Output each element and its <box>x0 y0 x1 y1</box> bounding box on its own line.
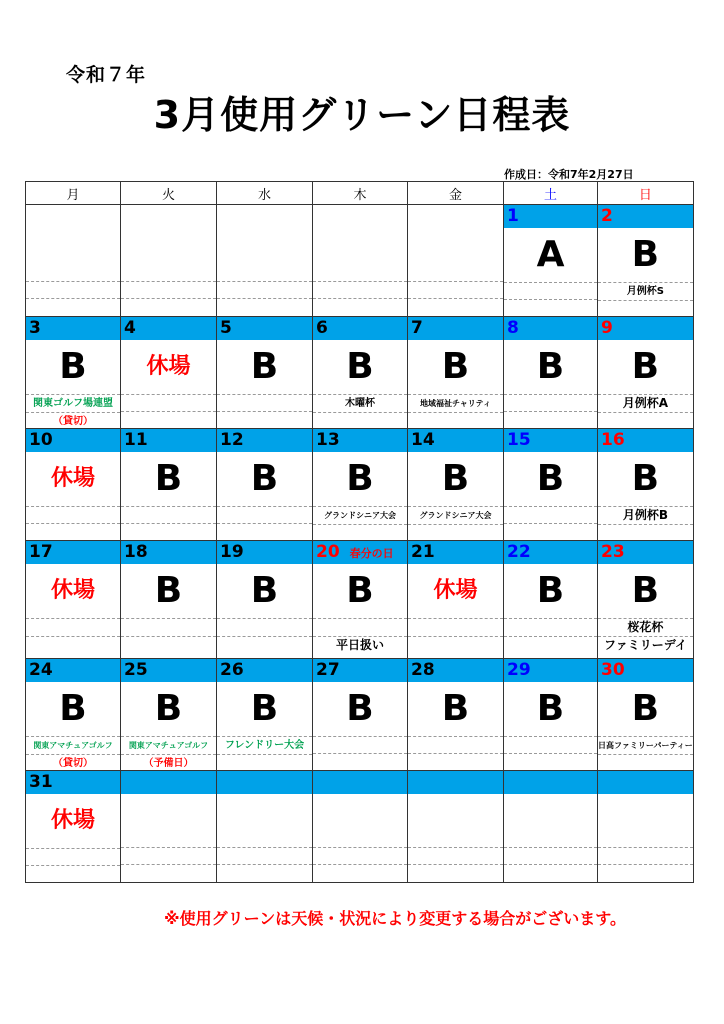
date-bar <box>598 541 693 564</box>
event-line <box>26 618 120 636</box>
date-bar <box>504 429 597 452</box>
date-number: 15 <box>507 430 531 450</box>
event-line <box>598 847 693 865</box>
weekday-sat: 土 <box>504 182 598 205</box>
event-line <box>504 411 597 428</box>
date-bar <box>504 541 597 564</box>
green-code <box>121 794 216 847</box>
green-code: B <box>346 346 374 387</box>
date-bar <box>26 205 120 228</box>
date-bar <box>217 429 312 452</box>
date-bar <box>504 205 597 228</box>
event-line <box>313 524 407 540</box>
green-code <box>504 794 597 847</box>
event-line <box>121 298 216 316</box>
era-label: 令和７年 <box>66 64 147 86</box>
event-line <box>217 281 312 299</box>
event-line <box>598 864 693 882</box>
date-bar <box>408 205 503 228</box>
event-line: 日高ファミリーパーティー <box>598 736 693 754</box>
day-cell <box>217 771 313 883</box>
green-code: B <box>631 570 660 611</box>
closed-label: 休場 <box>50 466 95 491</box>
day-cell <box>504 317 598 429</box>
day-cell <box>217 659 313 771</box>
event-line: 月例杯B <box>598 506 693 524</box>
day-cell <box>217 205 313 317</box>
event-line <box>217 394 312 411</box>
event-line <box>504 394 597 411</box>
date-bar <box>217 205 312 228</box>
event-line <box>217 411 312 428</box>
day-cell <box>598 429 694 541</box>
event-line <box>313 847 407 865</box>
green-code: B <box>441 458 470 499</box>
green-code: A <box>536 234 565 275</box>
event-line <box>408 412 503 428</box>
event-line: 地域福祉チャリティ <box>408 394 503 412</box>
event-line <box>121 394 216 411</box>
day-cell <box>313 317 408 429</box>
date-number: 10 <box>29 430 53 450</box>
event-line <box>121 636 216 654</box>
date-bar <box>121 659 216 682</box>
event-line <box>121 864 216 882</box>
green-code <box>408 794 503 847</box>
date-bar <box>121 771 216 794</box>
event-line <box>504 299 597 316</box>
event-line <box>313 298 407 316</box>
date-number: 16 <box>601 430 625 450</box>
day-cell <box>408 541 504 659</box>
event-line <box>504 864 597 882</box>
date-number: 29 <box>507 660 531 680</box>
green-code <box>217 228 312 281</box>
event-line <box>408 736 503 753</box>
event-line <box>217 618 312 636</box>
created-date: 作成日：令和7年2月27日 <box>504 168 634 181</box>
event-line <box>217 636 312 654</box>
day-cell <box>408 659 504 771</box>
weekday-mon: 月 <box>26 182 121 205</box>
date-number: 28 <box>411 660 435 680</box>
date-number: 20 <box>316 542 340 562</box>
date-number: 24 <box>29 660 53 680</box>
event-line: 平日扱い <box>313 636 407 654</box>
event-line <box>313 736 407 753</box>
week-row <box>26 429 694 541</box>
event-line <box>313 412 407 428</box>
day-cell <box>598 771 694 883</box>
calendar-table <box>25 181 694 883</box>
date-bar <box>313 205 407 228</box>
event-line <box>26 298 120 316</box>
green-code: B <box>154 570 183 611</box>
event-line <box>313 281 407 299</box>
green-code: B <box>536 570 565 611</box>
event-line <box>408 298 503 316</box>
event-line: （予備日） <box>121 754 216 771</box>
event-line <box>504 523 597 540</box>
date-number: 26 <box>220 660 244 680</box>
date-bar <box>408 317 503 340</box>
event-line <box>26 865 120 882</box>
event-line <box>121 506 216 523</box>
date-bar <box>26 659 120 682</box>
event-line <box>313 618 407 636</box>
day-cell <box>217 317 313 429</box>
date-number: 4 <box>124 318 136 338</box>
green-code <box>313 794 407 847</box>
date-bar <box>217 771 312 794</box>
page-title: 3月使用グリーン日程表 <box>153 93 571 137</box>
event-line: （貸切） <box>26 412 120 429</box>
date-bar <box>313 429 407 452</box>
date-number: 3 <box>29 318 41 338</box>
day-cell <box>313 771 408 883</box>
weekday-sun: 日 <box>598 182 694 205</box>
event-line <box>121 618 216 636</box>
day-cell <box>408 771 504 883</box>
day-cell <box>26 205 121 317</box>
event-line <box>217 847 312 865</box>
event-line <box>504 736 597 753</box>
closed-label: 休場 <box>50 578 95 603</box>
closed-label: 休場 <box>433 578 478 603</box>
date-number: 11 <box>124 430 148 450</box>
date-number: 12 <box>220 430 244 450</box>
event-line <box>408 864 503 882</box>
date-number: 13 <box>316 430 340 450</box>
event-line: 関東ゴルフ場連盟 <box>26 394 120 412</box>
event-line <box>598 754 693 770</box>
date-number: 22 <box>507 542 531 562</box>
date-bar <box>598 659 693 682</box>
event-line: グランドシニア大会 <box>408 506 503 524</box>
day-cell <box>598 317 694 429</box>
event-line <box>504 618 597 636</box>
date-bar <box>598 771 693 794</box>
date-number: 9 <box>601 318 613 338</box>
date-number: 7 <box>411 318 423 338</box>
day-cell <box>217 429 313 541</box>
day-cell <box>217 541 313 659</box>
day-cell <box>26 771 121 883</box>
day-cell <box>26 659 121 771</box>
event-line <box>26 848 120 865</box>
event-line <box>121 281 216 299</box>
green-code <box>408 228 503 281</box>
event-line: 関東アマチュアゴルフ <box>121 736 216 754</box>
date-number: 18 <box>124 542 148 562</box>
day-cell <box>598 659 694 771</box>
event-line: 月例杯S <box>598 282 693 300</box>
date-bar <box>217 317 312 340</box>
day-cell <box>504 541 598 659</box>
day-cell <box>26 429 121 541</box>
weekday-thu: 木 <box>313 182 408 205</box>
day-cell <box>408 317 504 429</box>
date-bar <box>121 429 216 452</box>
week-row <box>26 541 694 659</box>
holiday-label: 春分の日 <box>349 547 394 560</box>
day-cell <box>504 429 598 541</box>
date-bar <box>26 541 120 564</box>
event-line: グランドシニア大会 <box>313 506 407 524</box>
day-cell <box>121 659 217 771</box>
day-cell <box>313 429 408 541</box>
event-line <box>504 753 597 770</box>
event-line <box>217 298 312 316</box>
green-code: B <box>536 458 565 499</box>
day-cell <box>408 429 504 541</box>
green-code: B <box>154 458 183 499</box>
date-bar <box>121 317 216 340</box>
event-line: 木曜杯 <box>313 394 407 412</box>
date-bar <box>504 659 597 682</box>
green-code: B <box>250 570 279 611</box>
green-code <box>121 228 216 281</box>
green-code: B <box>250 458 279 499</box>
green-code <box>217 794 312 847</box>
day-cell <box>313 205 408 317</box>
date-number: 1 <box>507 206 519 226</box>
event-line <box>598 412 693 428</box>
date-number: 21 <box>411 542 435 562</box>
weekday-tue: 火 <box>121 182 217 205</box>
event-line <box>26 523 120 540</box>
event-line <box>217 506 312 523</box>
date-bar <box>26 317 120 340</box>
weekday-fri: 金 <box>408 182 504 205</box>
green-code <box>26 228 120 281</box>
day-cell <box>121 317 217 429</box>
weekday-wed: 水 <box>217 182 313 205</box>
week-row <box>26 205 694 317</box>
green-code: B <box>631 346 660 387</box>
green-code: B <box>346 688 374 729</box>
day-cell <box>504 205 598 317</box>
green-code: B <box>59 346 87 387</box>
green-code <box>313 228 407 281</box>
date-number: 14 <box>411 430 435 450</box>
date-bar <box>504 771 597 794</box>
date-bar <box>408 429 503 452</box>
event-line: フレンドリー大会 <box>217 736 312 754</box>
green-code: B <box>536 346 565 387</box>
event-line <box>504 506 597 523</box>
event-line <box>121 411 216 428</box>
event-line <box>408 847 503 865</box>
date-bar <box>408 771 503 794</box>
day-cell <box>121 771 217 883</box>
green-code: B <box>59 688 87 729</box>
date-bar <box>313 541 407 564</box>
date-bar <box>26 429 120 452</box>
date-number: 2 <box>601 206 613 226</box>
date-number: 30 <box>601 660 625 680</box>
green-code: B <box>250 346 279 387</box>
date-number: 31 <box>29 772 53 792</box>
date-number: 5 <box>220 318 232 338</box>
event-line <box>408 281 503 299</box>
week-row <box>26 771 694 883</box>
day-cell <box>504 659 598 771</box>
weekday-header-row <box>26 182 694 205</box>
event-line <box>217 864 312 882</box>
event-line <box>408 753 503 770</box>
day-cell <box>598 541 694 659</box>
day-cell <box>26 541 121 659</box>
green-code: B <box>631 458 660 499</box>
day-cell <box>313 541 408 659</box>
closed-label: 休場 <box>50 808 95 833</box>
day-cell <box>121 205 217 317</box>
event-line <box>504 636 597 654</box>
date-bar <box>408 659 503 682</box>
event-line <box>26 506 120 523</box>
date-number: 8 <box>507 318 519 338</box>
green-code: B <box>631 688 660 729</box>
date-bar <box>313 317 407 340</box>
day-cell <box>408 205 504 317</box>
event-line: 関東アマチュアゴルフ <box>26 736 120 754</box>
event-line: 桜花杯 <box>598 618 693 636</box>
date-number: 17 <box>29 542 53 562</box>
day-cell <box>598 205 694 317</box>
date-bar <box>504 317 597 340</box>
closed-label: 休場 <box>146 354 191 379</box>
event-line <box>217 754 312 770</box>
event-line: ファミリーデイ <box>598 636 693 654</box>
green-code: B <box>250 688 279 729</box>
date-number: 23 <box>601 542 625 562</box>
event-line <box>408 618 503 636</box>
green-code: B <box>154 688 183 729</box>
date-bar <box>26 771 120 794</box>
event-line <box>26 636 120 654</box>
green-code <box>598 794 693 847</box>
event-line <box>598 524 693 540</box>
event-line: 月例杯A <box>598 394 693 412</box>
green-code: B <box>441 688 470 729</box>
green-code: B <box>346 458 374 499</box>
event-line <box>504 282 597 299</box>
date-bar <box>408 541 503 564</box>
week-row <box>26 317 694 429</box>
date-bar <box>313 659 407 682</box>
event-line <box>504 847 597 865</box>
event-line <box>408 524 503 540</box>
date-bar <box>121 205 216 228</box>
day-cell <box>504 771 598 883</box>
date-number: 19 <box>220 542 244 562</box>
event-line <box>598 300 693 316</box>
date-bar <box>121 541 216 564</box>
date-bar <box>217 659 312 682</box>
date-bar <box>313 771 407 794</box>
date-number: 27 <box>316 660 340 680</box>
date-number: 25 <box>124 660 148 680</box>
green-code: B <box>441 346 470 387</box>
day-cell <box>313 659 408 771</box>
day-cell <box>26 317 121 429</box>
event-line <box>313 864 407 882</box>
event-line <box>121 847 216 865</box>
event-line <box>313 753 407 770</box>
event-line: （貸切） <box>26 754 120 771</box>
week-row <box>26 659 694 771</box>
green-code: B <box>631 234 660 275</box>
green-code: B <box>536 688 565 729</box>
footer-note: ※使用グリーンは天候・状況により変更する場合がございます。 <box>164 909 626 928</box>
date-bar <box>217 541 312 564</box>
date-bar <box>598 317 693 340</box>
date-number: 6 <box>316 318 328 338</box>
date-bar <box>598 429 693 452</box>
date-bar <box>598 205 693 228</box>
green-code: B <box>346 570 374 611</box>
event-line <box>121 523 216 540</box>
day-cell <box>121 429 217 541</box>
event-line <box>408 636 503 654</box>
day-cell <box>121 541 217 659</box>
event-line <box>26 281 120 299</box>
event-line <box>217 523 312 540</box>
